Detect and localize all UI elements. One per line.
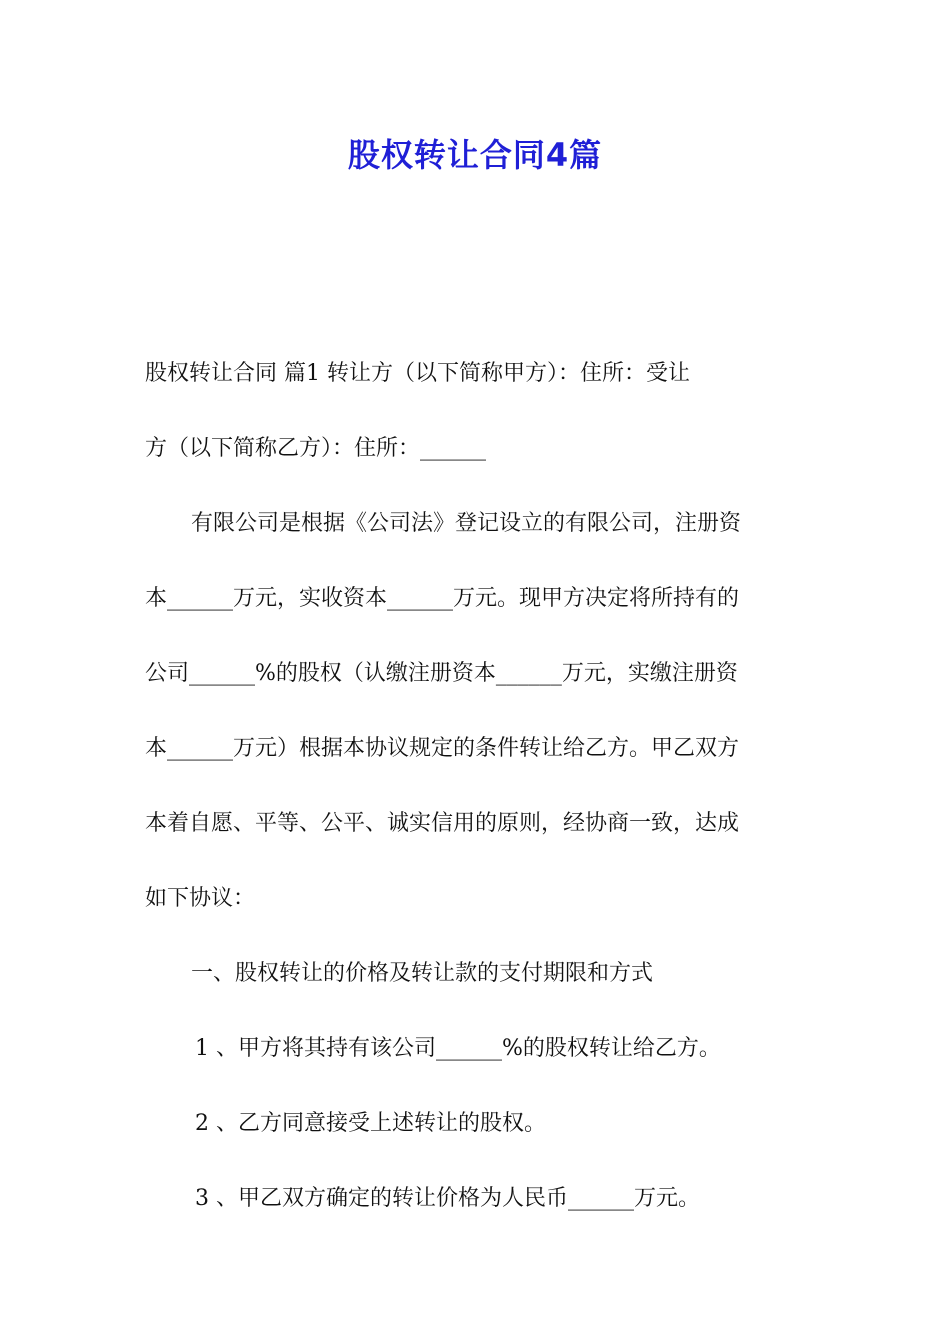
list-item: 3 、甲乙双方确定的转让价格为人民币______万元。 bbox=[195, 1186, 700, 1211]
paragraph-line-intro-cont: 方（以下简称乙方）：住所：______ bbox=[145, 436, 487, 461]
list-item: 1 、甲方将其持有该公司______%的股权转让给乙方。 bbox=[195, 1036, 721, 1061]
paragraph-line-principle: 本着自愿、平等、公平、诚实信用的原则，经协商一致，达成 bbox=[145, 811, 740, 836]
paragraph-line-company: 有限公司是根据《公司法》登记设立的有限公司，注册资 bbox=[191, 511, 742, 536]
paragraph-line-transfer: 本______万元）根据本协议规定的条件转让给乙方。甲乙双方 bbox=[145, 736, 740, 761]
list-item: 2 、乙方同意接受上述转让的股权。 bbox=[195, 1111, 546, 1136]
paragraph-line-capital: 本______万元，实收资本______万元。现甲方决定将所持有的 bbox=[145, 586, 740, 611]
paragraph-line-intro: 股权转让合同 篇1 转让方（以下简称甲方）：住所：受让 bbox=[145, 361, 690, 386]
paragraph-line-shares: 公司______%的股权（认缴注册资本______万元，实缴注册资 bbox=[145, 661, 738, 686]
document-body bbox=[145, 336, 810, 1236]
paragraph-line-agreement: 如下协议： bbox=[145, 886, 256, 911]
document-title: 股权转让合同4篇 bbox=[347, 136, 603, 174]
section-heading: 一、股权转让的价格及转让款的支付期限和方式 bbox=[191, 961, 654, 986]
